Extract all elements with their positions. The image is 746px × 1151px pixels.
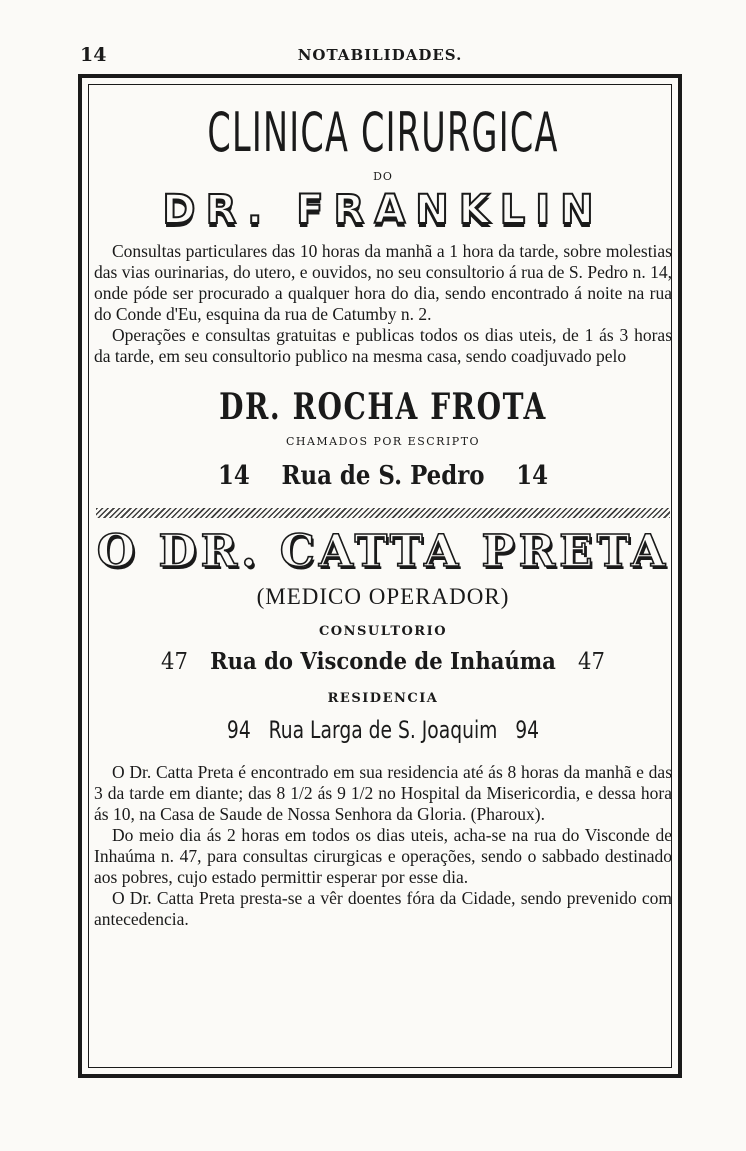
running-title: NOTABILIDADES.: [297, 46, 463, 64]
residencia-label: RESIDENCIA: [327, 691, 439, 706]
wavy-divider: [96, 508, 670, 518]
residencia-address: [158, 712, 609, 748]
page-number: 14: [80, 44, 107, 66]
doctor-franklin-heading: DR. FRANKLIN: [162, 187, 604, 233]
address-number-left: 14: [217, 461, 250, 491]
residencia-number-left: 94: [226, 716, 251, 744]
called-by-writing-note: CHAMADOS POR ESCRIPTO: [285, 435, 481, 448]
residencia-street: Rua Larga de S. Joaquim: [268, 716, 498, 744]
consultorio-label: CONSULTORIO: [318, 624, 448, 639]
page-header: [80, 44, 680, 70]
consultorio-number-left: 47: [161, 649, 188, 675]
catta-paragraph-2: Do meio dia ás 2 horas em todos os dias uteis, acha-se na rua do Visconde de Inhaúma n. 47, para consultas cirurgicas e operações, sendo o sabbado destinado aos pobres, cujo estado permittir esperar por esse dia.: [94, 825, 672, 887]
consultorio-street: Rua do Visconde de Inhaúma: [210, 648, 556, 675]
clinic-title: CLINICA CIRURGICA: [207, 101, 559, 164]
clinic-title-do: DO: [373, 170, 393, 183]
catta-paragraph-3: O Dr. Catta Preta presta-se a vêr doentes fóra da Cidade, sendo prevenido com antecedencia.: [94, 888, 672, 929]
catta-paragraph-1: O Dr. Catta Preta é encontrado em sua residencia até ás 8 horas da manhã e das 3 da tarde em diante; das 8 1/2 ás 9 1/2 no Hospital da Misericordia, e dessa hora ás 10, na Casa de Saude de Nossa Senhora da Gloria. (Pharoux).: [94, 762, 672, 824]
address-street: Rua de S. Pedro: [281, 461, 485, 491]
doctor-catta-preta-heading: O DR. CATTA PRETA: [96, 526, 670, 577]
address-number-right: 14: [516, 461, 549, 491]
consultorio-address: [117, 645, 649, 679]
franklin-paragraph-2: Operações e consultas gratuitas e publicas todos os dias uteis, de 1 ás 3 horas da tarde, em seu consultorio publico na mesma casa, sendo coadjuvado pelo: [94, 325, 672, 366]
advertisement-content: [94, 90, 672, 930]
assistant-doctor-heading: DR. ROCHA FROTA: [219, 386, 547, 428]
medico-operador-subtitle: (MEDICO OPERADOR): [256, 584, 510, 609]
residencia-number-right: 94: [515, 716, 540, 744]
franklin-address: [129, 456, 638, 496]
consultorio-number-right: 47: [578, 649, 605, 675]
franklin-paragraph-1: Consultas particulares das 10 horas da manhã a 1 hora da tarde, sobre molestias das vias ourinarias, do utero, e ouvidos, no seu consultorio á rua de S. Pedro n. 14, onde póde ser procurado a qualquer hora do dia, sendo encontrado á noite na rua do Conde d'Eu, esquina da rua de Catumby n. 2.: [94, 241, 672, 324]
